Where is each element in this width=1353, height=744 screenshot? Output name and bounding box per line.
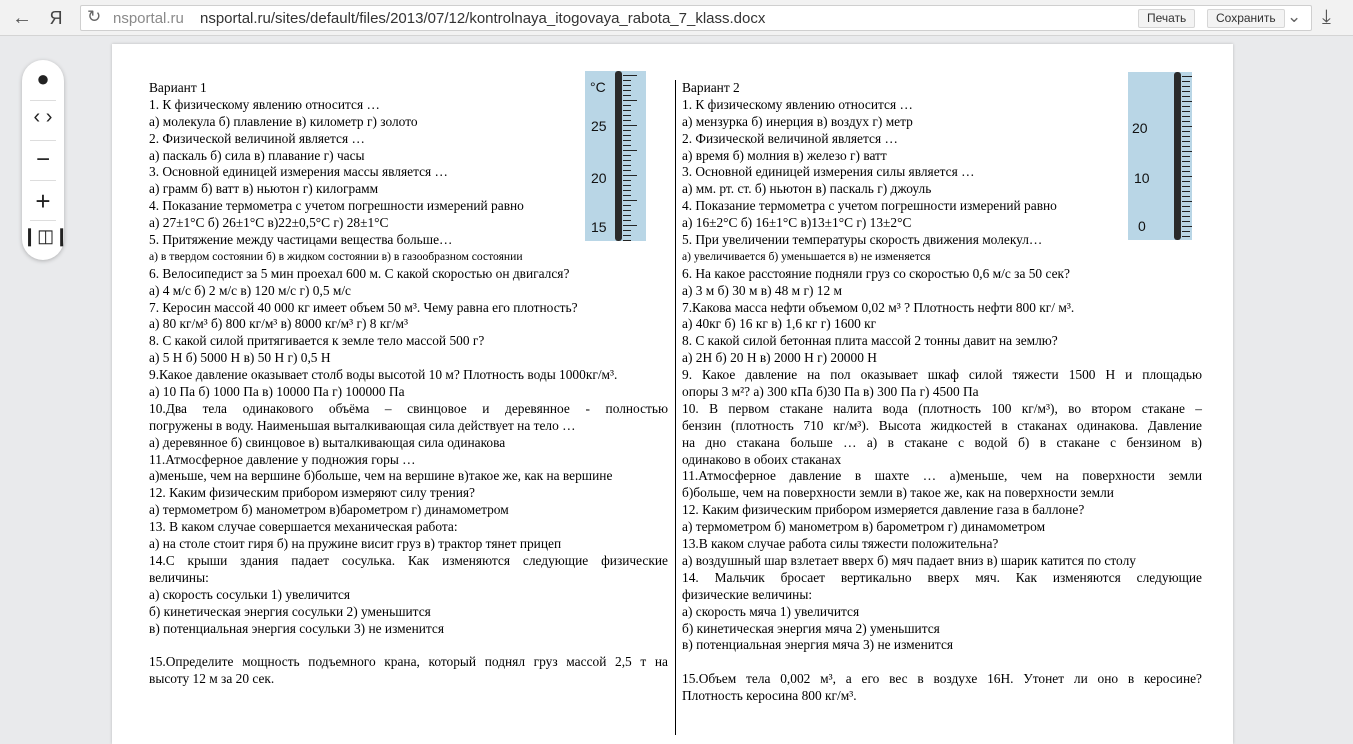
thermometer-label: 0 <box>1138 218 1146 234</box>
document-line: 1. К физическому явлению относится … <box>149 96 380 112</box>
document-line: а) деревянное б) свинцовое в) выталкивающая сила одинакова <box>149 434 506 450</box>
document-line: 4. Показание термометра с учетом погрешности измерений равно <box>682 198 1057 214</box>
download-icon[interactable]: ⤓ <box>1322 6 1331 28</box>
fit-width-icon[interactable]: ❙◫❙ <box>22 226 70 246</box>
document-line <box>682 654 1202 671</box>
document-line: а) 3 м б) 30 м в) 48 м г) 12 м <box>682 282 842 298</box>
document-line: а) 4 м/с б) 2 м/с в) 120 м/с г) 0,5 м/с <box>149 282 351 298</box>
document-line: а) мензурка б) инерция в) воздух г) метр <box>682 113 913 129</box>
document-line: а) молекула б) плавление в) километр г) золото <box>149 113 418 129</box>
document-line: 9. Какое давление на пол оказывает шкаф силой тяжести 1500 Н и площадью <box>682 367 1202 383</box>
document-line: 8. С какой силой притягивается к земле тело массой 500 г? <box>149 333 485 349</box>
document-line: 3. Основной единицей измерения силы является … <box>682 164 975 180</box>
thermometer-label: 20 <box>1132 120 1148 136</box>
document-line: опоры 3 м²? а) 300 кПа б)30 Па в) 300 Па г) 4500 Па <box>682 384 979 400</box>
document-line: 13.В каком случае работа силы тяжести положительна? <box>682 536 999 552</box>
document-line: 5. При увеличении температуры скорость движения молекул… <box>682 232 1043 248</box>
document-line: 1. К физическому явлению относится … <box>682 96 913 112</box>
divider <box>30 140 56 141</box>
document-line: 13. В каком случае совершается механическая работа: <box>149 519 458 535</box>
document-line: 8. С какой силой бетонная плита массой 2 тонны давит на землю? <box>682 333 1058 349</box>
document-line: величины: <box>149 569 209 585</box>
document-line: а) на столе стоит гиря б) на пружине висит груз в) трактор тянет прицеп <box>149 536 562 552</box>
yandex-logo-icon[interactable]: Я <box>49 8 63 28</box>
thermometer-unit: °C <box>590 79 606 95</box>
document-line: одинаково в обоих стаканах <box>682 451 842 467</box>
save-button[interactable]: Сохранить <box>1207 9 1285 28</box>
document-line: а) время б) молния в) железо г) ватт <box>682 147 887 163</box>
document-line <box>149 637 668 654</box>
document-line: 9.Какое давление оказывает столб воды высотой 10 м? Плотность воды 1000кг/м³. <box>149 367 618 383</box>
document-line: а) термометром б) манометром в)барометром г) динамометром <box>149 502 509 518</box>
document-line: 5. Притяжение между частицами вещества больше… <box>149 232 453 248</box>
document-line: а) 27±1°С б) 26±1°С в)22±0,5°С г) 28±1°С <box>149 215 389 231</box>
browser-toolbar <box>0 0 1353 36</box>
document-line: высоту 12 м за 20 сек. <box>149 671 275 687</box>
document-line: а) грамм б) ватт в) ньютон г) килограмм <box>149 181 379 197</box>
zoom-in-icon[interactable]: + <box>35 186 51 216</box>
document-line: а) 16±2°С б) 16±1°С в)13±1°С г) 13±2°С <box>682 215 912 231</box>
document-line: 12. Каким физическим прибором измеряется давление газа в баллоне? <box>682 502 1085 518</box>
document-line: а) 5 Н б) 5000 Н в) 50 Н г) 0,5 Н <box>149 350 331 366</box>
document-line: 2. Физической величиной является … <box>149 130 365 146</box>
document-page <box>112 44 1233 744</box>
divider <box>30 100 56 101</box>
document-line: физические величины: <box>682 586 813 602</box>
document-line: бензин (плотность 710 кг/м³). Высота жидкостей в стаканах одинакова. Давление <box>682 417 1202 433</box>
thermometer-label: 10 <box>1134 170 1150 186</box>
pan-icon[interactable]: ‹ › <box>33 106 53 128</box>
document-line: а)меньше, чем на вершине б)больше, чем на вершине в)такое же, как на вершине <box>149 468 613 484</box>
document-line: 2. Физической величиной является … <box>682 130 898 146</box>
document-line: 7. Керосин массой 40 000 кг имеет объем 50 м³. Чему равна его плотность? <box>149 299 578 315</box>
address-domain: nsportal.ru <box>113 10 184 27</box>
document-line: а) скорость сосульки 1) увеличится <box>149 586 351 602</box>
document-line: б) кинетическая энергия мяча 2) уменьшится <box>682 620 940 636</box>
document-line: а) 2Н б) 20 Н в) 2000 Н г) 20000 Н <box>682 350 877 366</box>
column-divider <box>675 80 676 735</box>
document-line: а) 80 кг/м³ б) 800 кг/м³ в) 8000 кг/м³ г) 8 кг/м³ <box>149 316 409 332</box>
variant-1-column <box>149 80 668 688</box>
document-line: а) паскаль б) сила в) плавание г) часы <box>149 147 365 163</box>
zoom-out-icon[interactable]: − <box>35 146 50 173</box>
thermometer-label: 20 <box>591 170 607 186</box>
viewer-controls <box>22 60 70 260</box>
document-line: а) мм. рт. ст. б) ньютон в) паскаль г) джоуль <box>682 181 932 197</box>
document-line: а) термометром б) манометром в) барометром г) динамометром <box>682 519 1046 535</box>
document-line: б) кинетическая энергия сосульки 2) уменьшится <box>149 603 431 619</box>
document-line: а) 40кг б) 16 кг в) 1,6 кг г) 1600 кг <box>682 316 877 332</box>
document-line: на дно стакана больше … а) в стакане с водой б) в стакане с бензином в) <box>682 434 1202 450</box>
document-line: 3. Основной единицей измерения массы является … <box>149 164 448 180</box>
document-line: а) скорость мяча 1) увеличится <box>682 603 860 619</box>
chevron-down-icon[interactable]: ⌄ <box>1287 7 1302 26</box>
document-line: Плотность керосина 800 кг/м³. <box>682 688 857 704</box>
document-line: 10. В первом стакане налита вода (плотность 100 кг/м³), во втором стакане – <box>682 400 1202 416</box>
document-line: 11.Атмосферное давление в шахте … а)меньше, чем на поверхности земли <box>682 468 1202 484</box>
document-line: в) потенциальная энергия сосульки 3) не изменится <box>149 620 445 636</box>
document-line: а) в твердом состоянии б) в жидком состоянии в) в газообразном состоянии <box>149 249 523 263</box>
back-arrow-icon[interactable]: ← <box>12 7 32 29</box>
document-line: а) воздушный шар взлетает вверх б) мяч падает вниз в) шарик катится по столу <box>682 552 1136 568</box>
document-line: 15.Определите мощность подъемного крана, который поднял груз массой 2,5 т на <box>149 654 668 670</box>
document-line: 4. Показание термометра с учетом погрешности измерений равно <box>149 198 524 214</box>
document-line: 11.Атмосферное давление у подножия горы … <box>149 451 416 467</box>
document-line: 15.Объем тела 0,002 м³, а его вес в воздухе 16Н. Утонет ли оно в керосине? <box>682 671 1202 687</box>
document-line: 14. Мальчик бросает вертикально вверх мяч. Как изменяются следующие <box>682 569 1202 585</box>
thermometer-label: 15 <box>591 219 607 235</box>
variant-title: Вариант 1 <box>149 80 207 95</box>
document-line: погружены в воду. Наименьшая выталкивающая сила действует на тело … <box>149 417 576 433</box>
document-line: 10.Два тела одинакового объёма – свинцовое и деревянное - полностью <box>149 400 668 416</box>
document-line: 14.С крыши здания падает сосулька. Как изменяются следующие физические <box>149 552 668 568</box>
thermometer-tick <box>623 75 637 76</box>
document-line: в) потенциальная энергия мяча 3) не изменится <box>682 637 954 653</box>
document-line: а) увеличивается б) уменьшается в) не изменяется <box>682 249 931 263</box>
document-line: б)больше, чем на поверхности земли в) такое же, как на поверхности земли <box>682 485 1114 501</box>
thermometer-label: 25 <box>591 118 607 134</box>
address-bar[interactable] <box>80 5 1312 31</box>
document-line: а) 10 Па б) 1000 Па в) 10000 Па г) 100000 Па <box>149 384 405 400</box>
address-path: nsportal.ru/sites/default/files/2013/07/12/kontrolnaya_itogovaya_rabota_7_klass.docx <box>200 10 766 27</box>
pointer-dot-icon[interactable]: ● <box>36 66 50 91</box>
document-line: 7.Какова масса нефти объемом 0,02 м³ ? Плотность нефти 800 кг/ м³. <box>682 299 1075 315</box>
divider <box>30 220 56 221</box>
document-line: 6. Велосипедист за 5 мин проехал 600 м. С какой скоростью он двигался? <box>149 265 570 281</box>
reload-icon[interactable]: ↻ <box>87 7 102 26</box>
document-line: 12. Каким физическим прибором измеряют силу трения? <box>149 485 476 501</box>
divider <box>30 180 56 181</box>
print-button[interactable]: Печать <box>1138 9 1195 28</box>
variant-title: Вариант 2 <box>682 80 740 95</box>
thermometer-tick <box>1182 76 1192 77</box>
variant-2-column <box>682 80 1202 705</box>
document-line: 6. На какое расстояние подняли груз со скоростью 0,6 м/с за 50 сек? <box>682 265 1070 281</box>
